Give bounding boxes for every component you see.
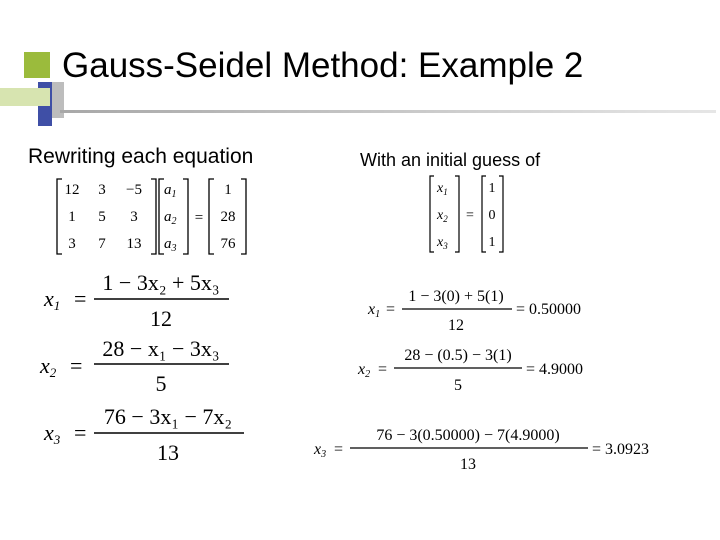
substituted-numerator-2: 28 − (0.5) − 3(1) [404,347,512,364]
rewritten-denominator-3: 13 [157,440,179,465]
substituted-result-1: = 0.50000 [516,301,582,318]
guess-val-2: 0 [488,208,496,223]
guess-x1: $x_1$ [437,181,448,197]
unknown-a1: $a_1$ [164,182,177,200]
substituted-lhs-2: x2 [358,361,371,380]
rewritten-numerator-3: 76 − 3x₁ − 7x₂ [103,404,233,429]
initial-guess [430,176,503,252]
rhs-bracket-right [241,179,246,254]
rhs-2: 28 [220,209,236,225]
substituted-eq-sign-1: = [386,301,396,318]
rhs-bracket-left [209,179,214,254]
unknown-a3: $a_3$ [164,236,177,254]
substituted-lhs-1: x1 [368,301,381,320]
coef-r3c3: 13 [126,236,142,252]
guess-val-bracket-left [482,176,486,252]
rewritten-equations [39,270,244,465]
coef-r1c1: 12 [64,182,80,198]
substituted-denominator-2: 5 [454,377,462,394]
guess-equals: = [466,208,474,223]
substituted-eq-sign-3: = [334,441,344,458]
substituted-denominator-3: 13 [460,456,476,473]
guess-x2: $x_2$ [437,208,448,224]
coef-r3c2: 7 [98,236,106,252]
rewritten-eq-sign-2: = [70,353,83,378]
rewritten-eq-sign-3: = [74,420,87,445]
substituted-denominator-1: 12 [448,317,464,334]
substituted-lhs-3: x3 [314,441,327,460]
rewritten-denominator-1: 12 [150,306,172,331]
guess-var-bracket-right [455,176,459,252]
coef-r1c3: −5 [126,182,142,198]
matrix-equals: = [194,210,204,226]
coef-r2c1: 1 [68,209,76,225]
substituted-numerator-3: 76 − 3(0.50000) − 7(4.9000) [376,427,560,444]
coef-r2c3: 3 [130,209,138,225]
matrix-system [57,179,246,254]
right-heading: With an initial guess of [360,150,541,170]
substituted-result-2: = 4.9000 [526,361,584,378]
substituted-result-3: = 3.0923 [592,441,650,458]
rewritten-denominator-2: 5 [155,371,167,396]
rewritten-numerator-2: 28 − x₁ − 3x₃ [102,336,220,361]
rewritten-lhs-1: x1 [44,286,61,313]
unknown-a2: $a_2$ [164,209,177,227]
guess-x3: $x_3$ [437,235,448,251]
guess-var-bracket-left [430,176,434,252]
rewritten-lhs-3: x3 [44,420,61,447]
rewritten-numerator-1: 1 − 3x₂ + 5x₃ [102,270,220,295]
rewritten-eq-sign-1: = [74,286,87,311]
substituted-numerator-1: 1 − 3(0) + 5(1) [408,288,504,305]
substituted-equations [313,288,649,473]
guess-val-1: 1 [488,181,496,196]
substituted-eq-sign-2: = [378,361,388,378]
coef-bracket-left [57,179,62,254]
coef-bracket-right [151,179,156,254]
rewritten-lhs-2: x2 [40,353,57,380]
coef-r2c2: 5 [98,209,106,225]
left-heading: Rewriting each equation [28,145,254,168]
rhs-3: 76 [220,236,236,252]
guess-val-bracket-right [499,176,503,252]
guess-val-3: 1 [488,235,496,250]
coef-r1c2: 3 [98,182,106,198]
page-title: Gauss-Seidel Method: Example 2 [62,46,584,85]
unknown-bracket-right [183,179,188,254]
coef-r3c1: 3 [68,236,76,252]
rhs-1: 1 [224,182,232,198]
